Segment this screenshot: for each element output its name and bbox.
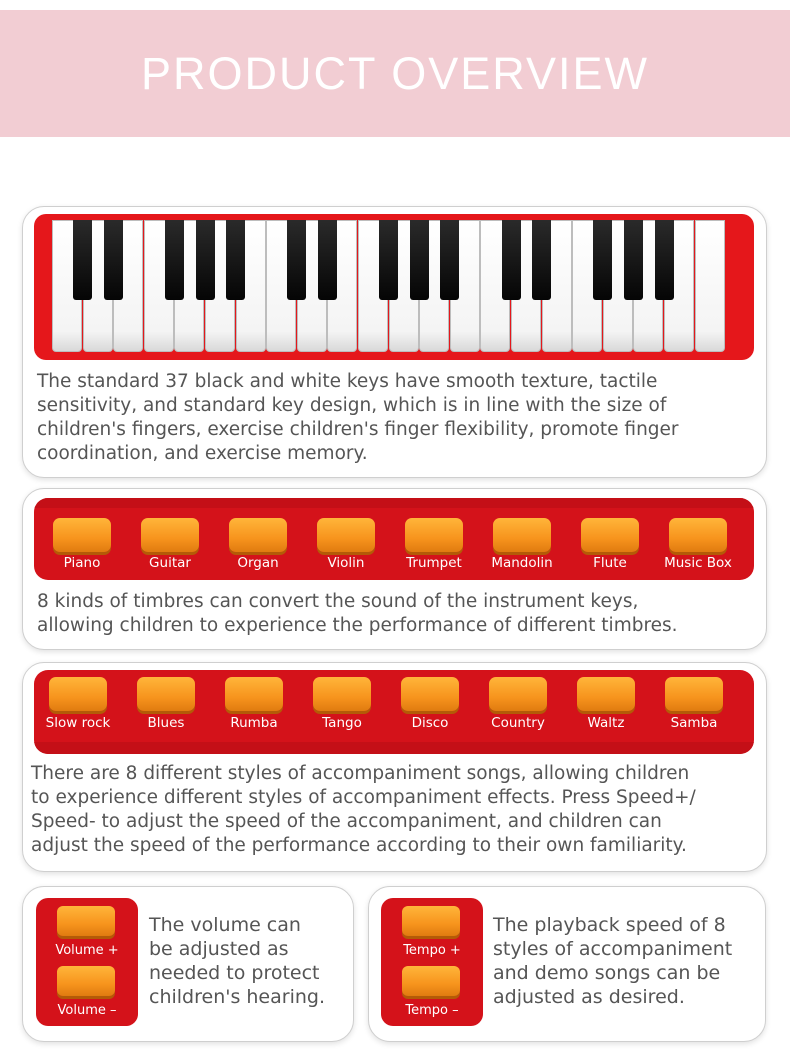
style-button[interactable] bbox=[489, 677, 547, 711]
timbre-button-label: Organ bbox=[237, 555, 279, 571]
timbre-button[interactable] bbox=[669, 518, 727, 552]
keyboard-desc-line: children's fingers, exercise children's finger flexibility, promote finger bbox=[37, 419, 679, 440]
style-desc-line: There are 8 different styles of accompaniment songs, allowing children bbox=[31, 763, 690, 784]
style-button-label: Rumba bbox=[230, 715, 278, 731]
volume-desc-line: children's hearing. bbox=[149, 986, 326, 1008]
volume-desc-line: The volume can bbox=[149, 914, 301, 936]
timbre-button-label: Piano bbox=[63, 555, 101, 571]
black-key[interactable] bbox=[196, 220, 215, 300]
volume-desc-line: be adjusted as bbox=[149, 938, 289, 960]
tempo-desc-line: styles of accompaniment bbox=[493, 938, 733, 960]
style-desc-line: adjust the speed of the performance according to their own familiarity. bbox=[31, 835, 687, 856]
style-button-label: Blues bbox=[147, 715, 185, 731]
style-button-label: Waltz bbox=[587, 715, 625, 731]
tempo-panel bbox=[381, 898, 483, 1026]
tempo-down-button[interactable] bbox=[402, 966, 460, 996]
tempo-desc-line: and demo songs can be bbox=[493, 962, 721, 984]
black-key[interactable] bbox=[502, 220, 521, 300]
volume-description bbox=[149, 913, 349, 1009]
style-button[interactable] bbox=[665, 677, 723, 711]
timbre-button-label: Trumpet bbox=[406, 555, 462, 571]
style-button[interactable] bbox=[577, 677, 635, 711]
tempo-up-button[interactable] bbox=[402, 906, 460, 936]
tempo-up-label: Tempo + bbox=[403, 943, 461, 958]
volume-down-button[interactable] bbox=[57, 966, 115, 996]
style-button-label: Slow rock bbox=[45, 715, 111, 731]
timbre-button-label: Music Box bbox=[664, 555, 732, 571]
timbre-button-label: Flute bbox=[593, 555, 627, 571]
tempo-down-label: Tempo – bbox=[405, 1003, 459, 1018]
timbre-button[interactable] bbox=[317, 518, 375, 552]
keyboard-image bbox=[34, 214, 754, 360]
timbre-button[interactable] bbox=[405, 518, 463, 552]
black-key[interactable] bbox=[379, 220, 398, 300]
black-key[interactable] bbox=[104, 220, 123, 300]
volume-up-label: Volume + bbox=[55, 943, 119, 958]
style-button-label: Country bbox=[491, 715, 545, 731]
style-button[interactable] bbox=[49, 677, 107, 711]
volume-down-label: Volume – bbox=[57, 1003, 117, 1018]
style-button-label: Tango bbox=[322, 715, 362, 731]
style-button[interactable] bbox=[313, 677, 371, 711]
black-key[interactable] bbox=[624, 220, 643, 300]
black-key[interactable] bbox=[226, 220, 245, 300]
timbre-button[interactable] bbox=[229, 518, 287, 552]
tempo-desc-line: adjusted as desired. bbox=[493, 986, 685, 1008]
timbre-button[interactable] bbox=[493, 518, 551, 552]
style-button[interactable] bbox=[137, 677, 195, 711]
white-key[interactable] bbox=[695, 220, 725, 352]
black-key[interactable] bbox=[655, 220, 674, 300]
black-key[interactable] bbox=[165, 220, 184, 300]
page-title: PRODUCT OVERVIEW bbox=[141, 47, 649, 99]
style-button[interactable] bbox=[225, 677, 283, 711]
black-key[interactable] bbox=[532, 220, 551, 300]
timbre-button[interactable] bbox=[581, 518, 639, 552]
style-button-label: Samba bbox=[670, 715, 718, 731]
keyboard-description bbox=[37, 370, 762, 466]
black-key[interactable] bbox=[593, 220, 612, 300]
timbre-button[interactable] bbox=[53, 518, 111, 552]
tempo-desc-line: The playback speed of 8 bbox=[493, 914, 726, 936]
timbre-description bbox=[37, 590, 762, 638]
timbre-button-label: Violin bbox=[327, 555, 365, 571]
keyboard-desc-line: The standard 37 black and white keys have smooth texture, tactile bbox=[37, 371, 658, 392]
style-description bbox=[31, 762, 761, 858]
piano-keys bbox=[52, 220, 742, 356]
timbre-desc-line: allowing children to experience the performance of different timbres. bbox=[37, 615, 678, 636]
black-key[interactable] bbox=[410, 220, 429, 300]
volume-panel bbox=[36, 898, 138, 1026]
black-key[interactable] bbox=[73, 220, 92, 300]
timbre-button[interactable] bbox=[141, 518, 199, 552]
timbre-desc-line: 8 kinds of timbres can convert the sound of the instrument keys, bbox=[37, 591, 639, 612]
timbre-button-label: Mandolin bbox=[491, 555, 553, 571]
keyboard-desc-line: sensitivity, and standard key design, which is in line with the size of bbox=[37, 395, 667, 416]
style-desc-line: to experience different styles of accompaniment effects. Press Speed+/ bbox=[31, 787, 696, 808]
keyboard-desc-line: coordination, and exercise memory. bbox=[37, 443, 368, 464]
style-button-label: Disco bbox=[411, 715, 449, 731]
black-key[interactable] bbox=[440, 220, 459, 300]
volume-up-button[interactable] bbox=[57, 906, 115, 936]
style-button[interactable] bbox=[401, 677, 459, 711]
black-key[interactable] bbox=[287, 220, 306, 300]
black-key[interactable] bbox=[318, 220, 337, 300]
volume-desc-line: needed to protect bbox=[149, 962, 320, 984]
timbre-button-label: Guitar bbox=[149, 555, 191, 571]
tempo-description bbox=[493, 913, 763, 1009]
header-banner bbox=[0, 10, 790, 137]
style-desc-line: Speed- to adjust the speed of the accompaniment, and children can bbox=[31, 811, 662, 832]
